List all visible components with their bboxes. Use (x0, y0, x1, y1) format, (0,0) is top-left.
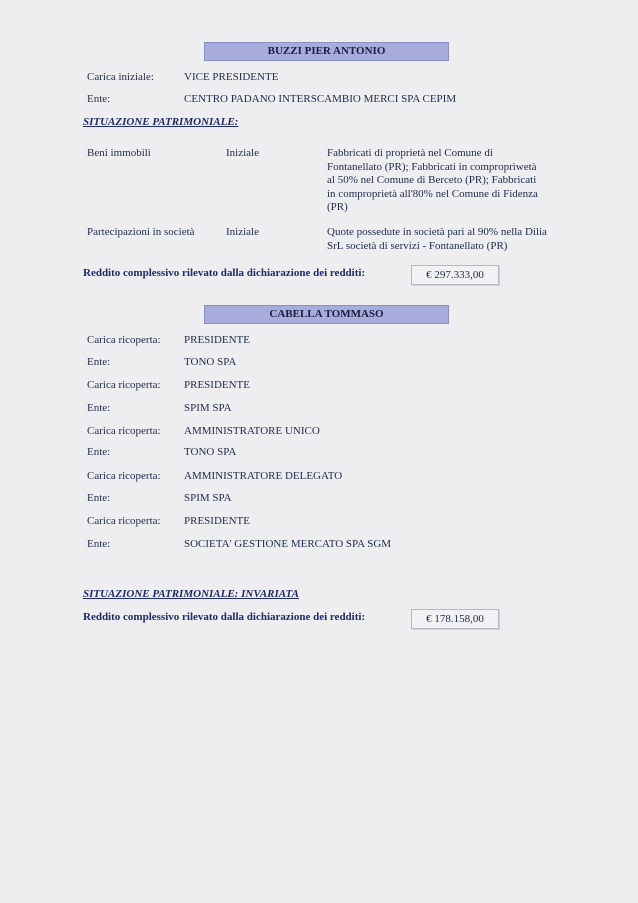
asset2-type: Partecipazioni in società (87, 226, 195, 238)
asset1-desc-line: al 50% nel Comune di Berceto (PR); Fabbricati (327, 174, 537, 186)
person1-role-value: VICE PRESIDENTE (184, 71, 279, 83)
asset1-desc-line: Fabbricati di proprietà nel Comune di (327, 147, 493, 159)
asset1-description (327, 147, 538, 215)
person1-assets-title: SITUAZIONE PATRIMONIALE: (83, 116, 239, 128)
person2-role4-label: Carica ricoperta: (87, 470, 161, 482)
person2-role3-value: AMMINISTRATORE UNICO (184, 425, 320, 437)
person2-entity3-label: Ente: (87, 446, 111, 458)
asset2-status: Iniziale (226, 226, 259, 238)
person1-entity-value: CENTRO PADANO INTERSCAMBIO MERCI SPA CEPIM (184, 93, 457, 105)
person2-income-value: € 178.158,00 (411, 609, 499, 629)
person2-name-header: CABELLA TOMMASO (204, 305, 449, 324)
person2-income-label: Reddito complessivo rilevato dalla dichiarazione dei redditi: (83, 611, 366, 623)
person2-entity4-label: Ente: (87, 492, 111, 504)
person2-assets-title: SITUAZIONE PATRIMONIALE: INVARIATA (83, 588, 299, 600)
asset2-description (327, 226, 547, 253)
asset1-status: Iniziale (226, 147, 259, 159)
person2-role1-label: Carica ricoperta: (87, 334, 161, 346)
person2-entity1-label: Ente: (87, 356, 111, 368)
person2-role4-value: AMMINISTRATORE DELEGATO (184, 470, 343, 482)
person2-role2-value: PRESIDENTE (184, 379, 250, 391)
person2-entity3-value: TONO SPA (184, 446, 237, 458)
person2-entity5-value: SOCIETA' GESTIONE MERCATO SPA SGM (184, 538, 392, 550)
person2-entity2-value: SPIM SPA (184, 402, 232, 414)
person1-income-value: € 297.333,00 (411, 265, 499, 285)
asset2-desc-line: SrL società di servizi - Fontanellato (PR) (327, 239, 508, 252)
person2-entity4-value: SPIM SPA (184, 492, 232, 504)
person2-entity1-value: TONO SPA (184, 356, 237, 368)
asset2-desc-line: Quote possedute in società pari al 90% nella Dilia (327, 226, 547, 238)
asset1-desc-line: in comproprietà all'80% nel Comune di Fidenza (327, 187, 538, 200)
asset1-type: Beni immobili (87, 147, 151, 159)
person2-role2-label: Carica ricoperta: (87, 379, 161, 391)
person2-entity2-label: Ente: (87, 402, 111, 414)
asset1-desc-line: Fontanellato (PR); Fabbricati in comproprìwetà (327, 160, 537, 173)
person1-name-header: BUZZI PIER ANTONIO (204, 42, 449, 61)
person2-role5-value: PRESIDENTE (184, 515, 250, 527)
person2-role5-label: Carica ricoperta: (87, 515, 161, 527)
person1-role-label: Carica iniziale: (87, 71, 154, 83)
person2-role1-value: PRESIDENTE (184, 334, 250, 346)
person1-income-label: Reddito complessivo rilevato dalla dichiarazione dei redditi: (83, 267, 366, 279)
person2-role3-label: Carica ricoperta: (87, 425, 161, 437)
asset1-desc-line: (PR) (327, 201, 348, 213)
person1-entity-label: Ente: (87, 93, 111, 105)
person2-entity5-label: Ente: (87, 538, 111, 550)
